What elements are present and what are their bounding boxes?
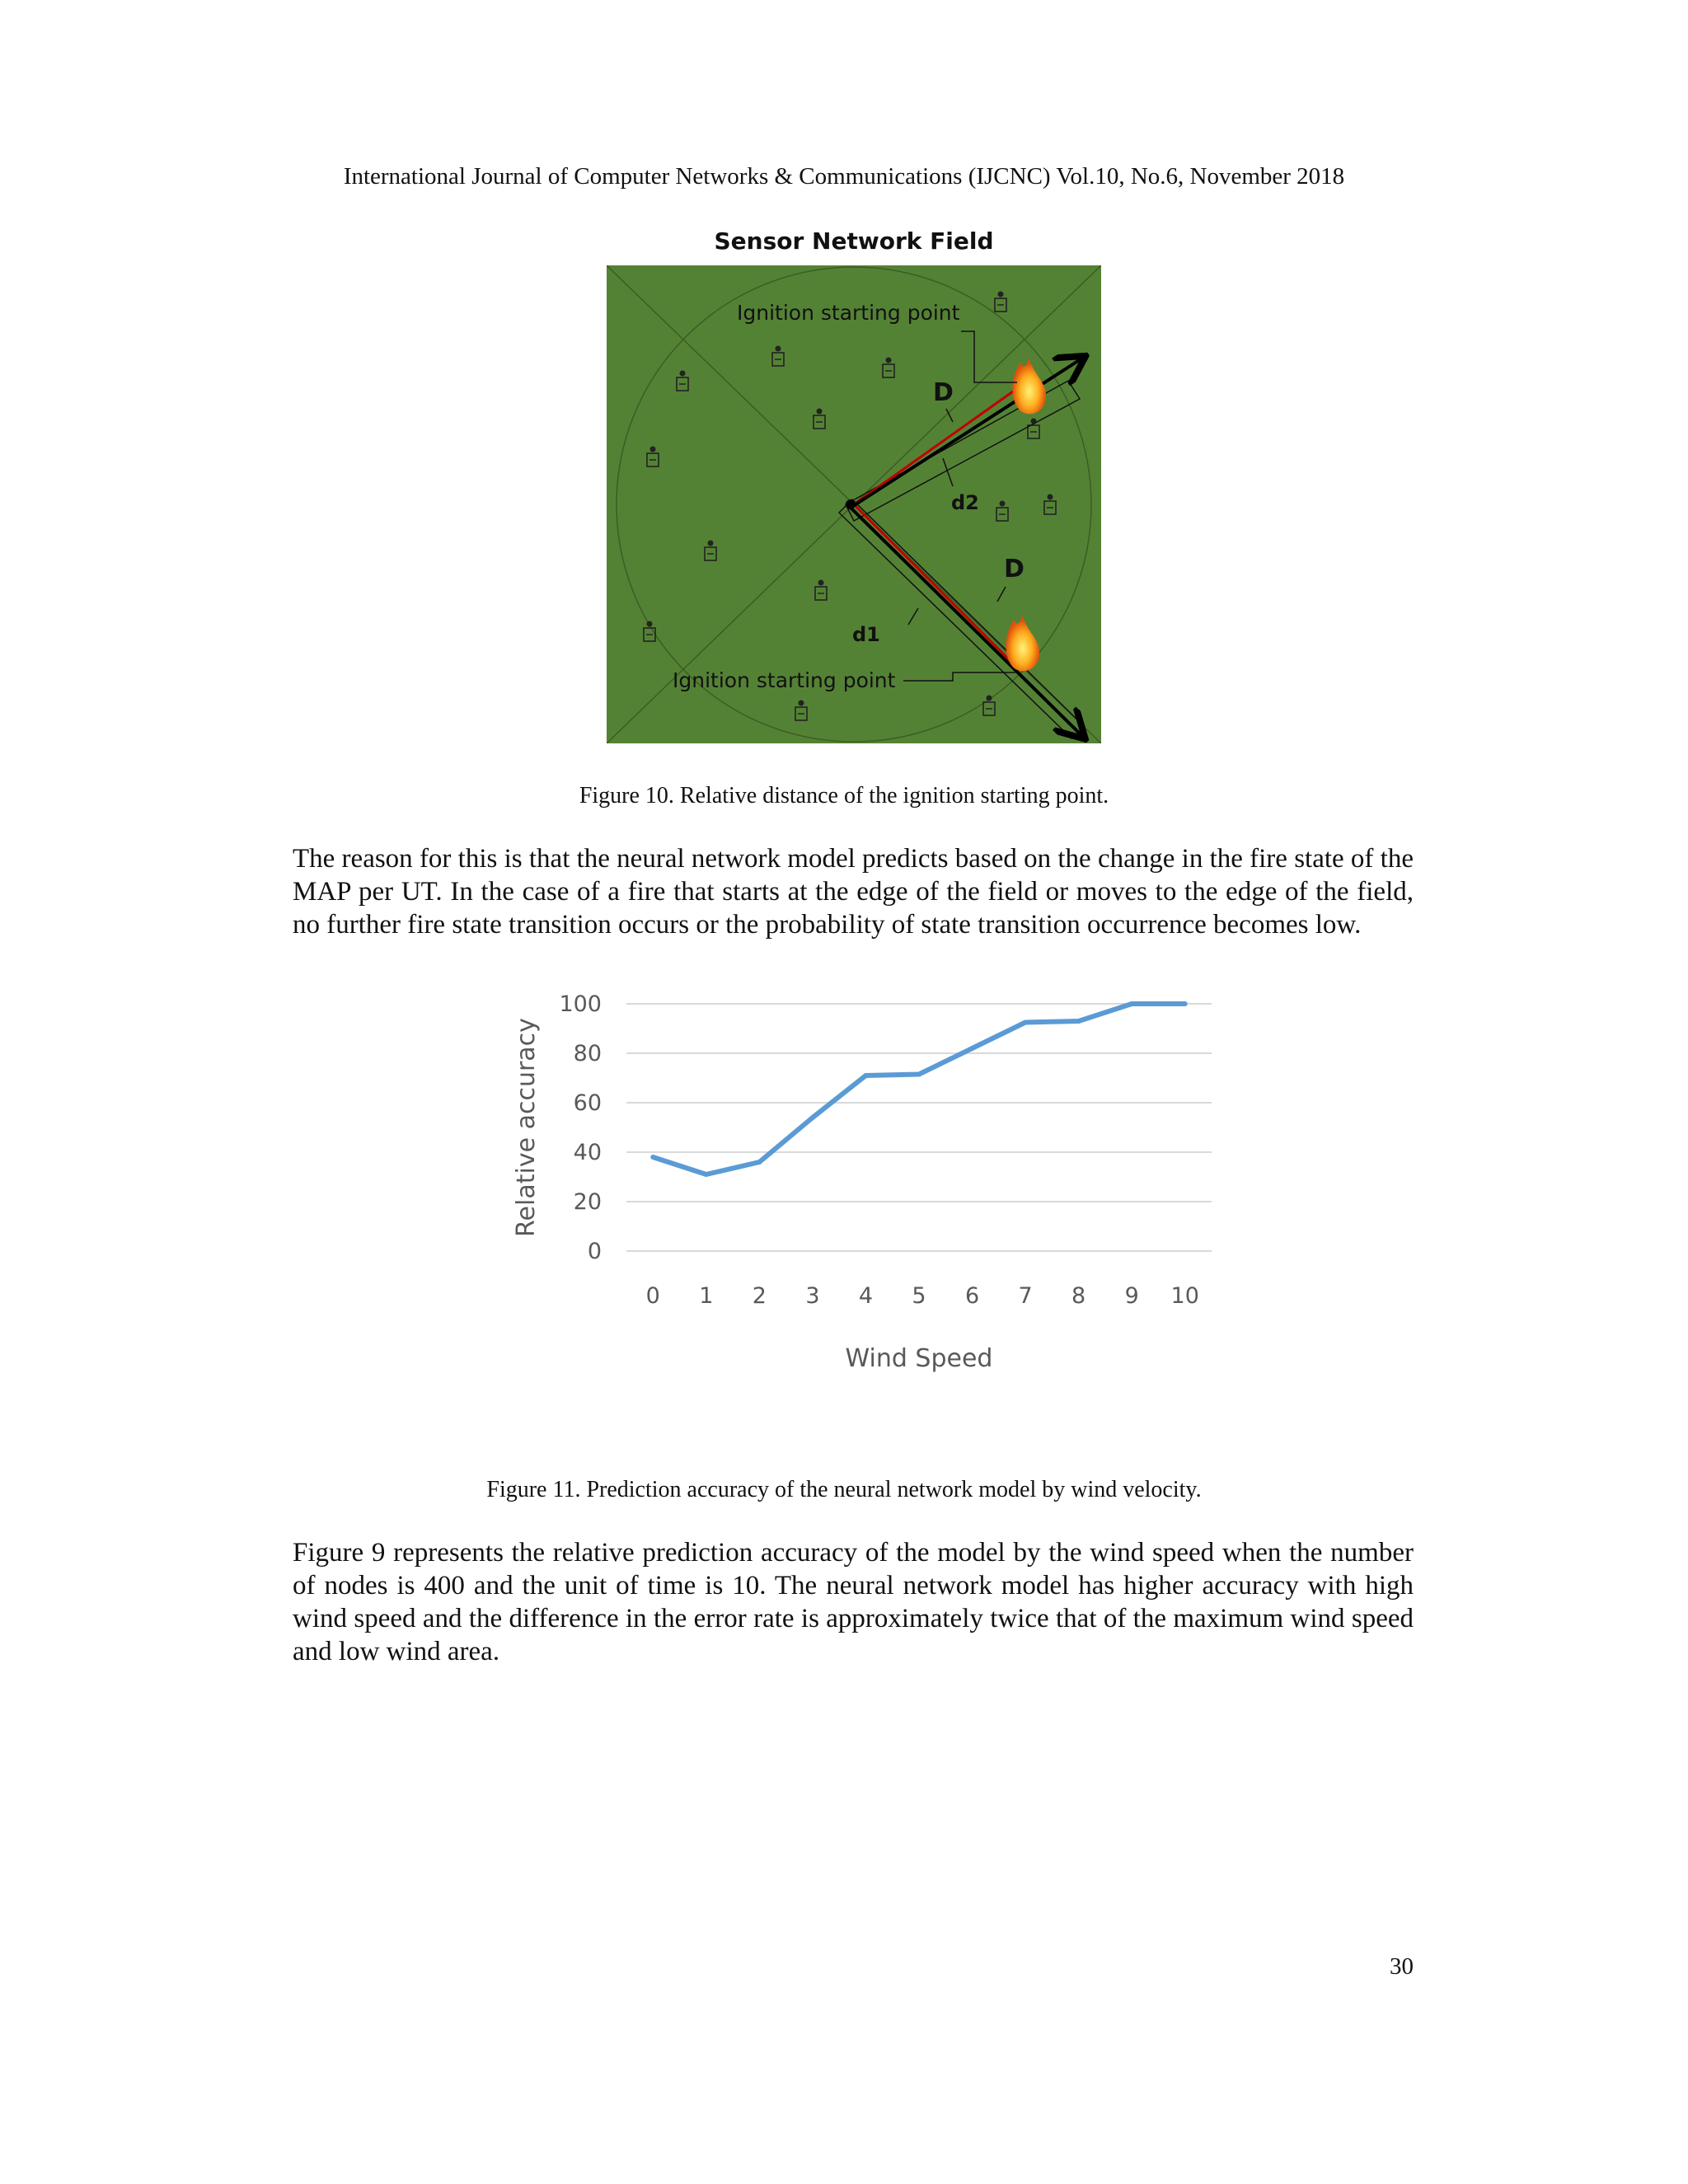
label-D-bottom: D xyxy=(1004,555,1025,583)
data-point xyxy=(1129,1001,1134,1006)
sensor-network-field-figure xyxy=(607,265,1101,743)
data-point xyxy=(1076,1019,1081,1024)
y-tick-label: 60 xyxy=(573,1090,602,1116)
label-d2: d2 xyxy=(951,491,979,514)
y-tick-label: 40 xyxy=(573,1140,602,1165)
x-axis-label: Wind Speed xyxy=(845,1344,993,1373)
x-tick-label: 10 xyxy=(1170,1283,1199,1309)
figure10-title: Sensor Network Field xyxy=(714,227,994,255)
data-point xyxy=(1183,1001,1188,1006)
data-point xyxy=(970,1046,975,1051)
data-point xyxy=(1023,1020,1028,1025)
paragraph-1: The reason for this is that the neural network model predicts based on the change in the fire state of the MAP per UT. In the case of a fire that starts at the edge of the field or moves to the edge of the field, no further fire state transition occurs or the probability of state transition occurrence becomes low. xyxy=(293,844,1414,940)
label-ignition-top: Ignition starting point xyxy=(737,301,960,325)
x-tick-label: 7 xyxy=(1018,1283,1033,1309)
page-number: 30 xyxy=(1390,1953,1414,1980)
x-tick-label: 9 xyxy=(1124,1283,1139,1309)
data-point xyxy=(810,1115,815,1120)
data-point xyxy=(650,1155,655,1160)
label-d1: d1 xyxy=(852,623,880,646)
accuracy-line-chart xyxy=(495,981,1236,1393)
series-line xyxy=(653,1004,1184,1174)
y-tick-label: 0 xyxy=(587,1239,602,1264)
y-tick-label: 100 xyxy=(559,991,602,1017)
label-ignition-bottom: Ignition starting point xyxy=(673,668,896,692)
data-point xyxy=(917,1072,921,1077)
journal-header: International Journal of Computer Networks & Communications (IJCNC) Vol.10, No.6, November 2018 xyxy=(343,163,1345,190)
data-point xyxy=(757,1160,762,1165)
x-tick-label: 3 xyxy=(805,1283,820,1309)
data-point xyxy=(863,1073,868,1078)
y-tick-label: 80 xyxy=(573,1041,602,1066)
x-tick-label: 8 xyxy=(1071,1283,1086,1309)
paragraph-2: Figure 9 represents the relative prediction accuracy of the model by the wind speed when the number of nodes is 400 and the unit of time is 10. The neural network model has higher accuracy with high wind speed and the difference in the error rate is approximately twice that of the maximum wind speed and low wind area. xyxy=(293,1538,1414,1666)
y-axis-label: Relative accuracy xyxy=(512,1018,541,1237)
figure10-caption: Figure 10. Relative distance of the ignition starting point. xyxy=(579,783,1109,808)
data-point xyxy=(704,1172,709,1177)
x-tick-label: 2 xyxy=(752,1283,767,1309)
figure11-caption: Figure 11. Prediction accuracy of the neural network model by wind velocity. xyxy=(486,1477,1202,1502)
label-D-top: D xyxy=(933,378,954,407)
x-tick-label: 6 xyxy=(964,1283,980,1309)
x-tick-label: 5 xyxy=(912,1283,926,1309)
x-tick-label: 4 xyxy=(858,1283,874,1309)
x-tick-label: 0 xyxy=(645,1283,660,1309)
y-tick-label: 20 xyxy=(573,1189,602,1215)
x-tick-label: 1 xyxy=(699,1283,714,1309)
